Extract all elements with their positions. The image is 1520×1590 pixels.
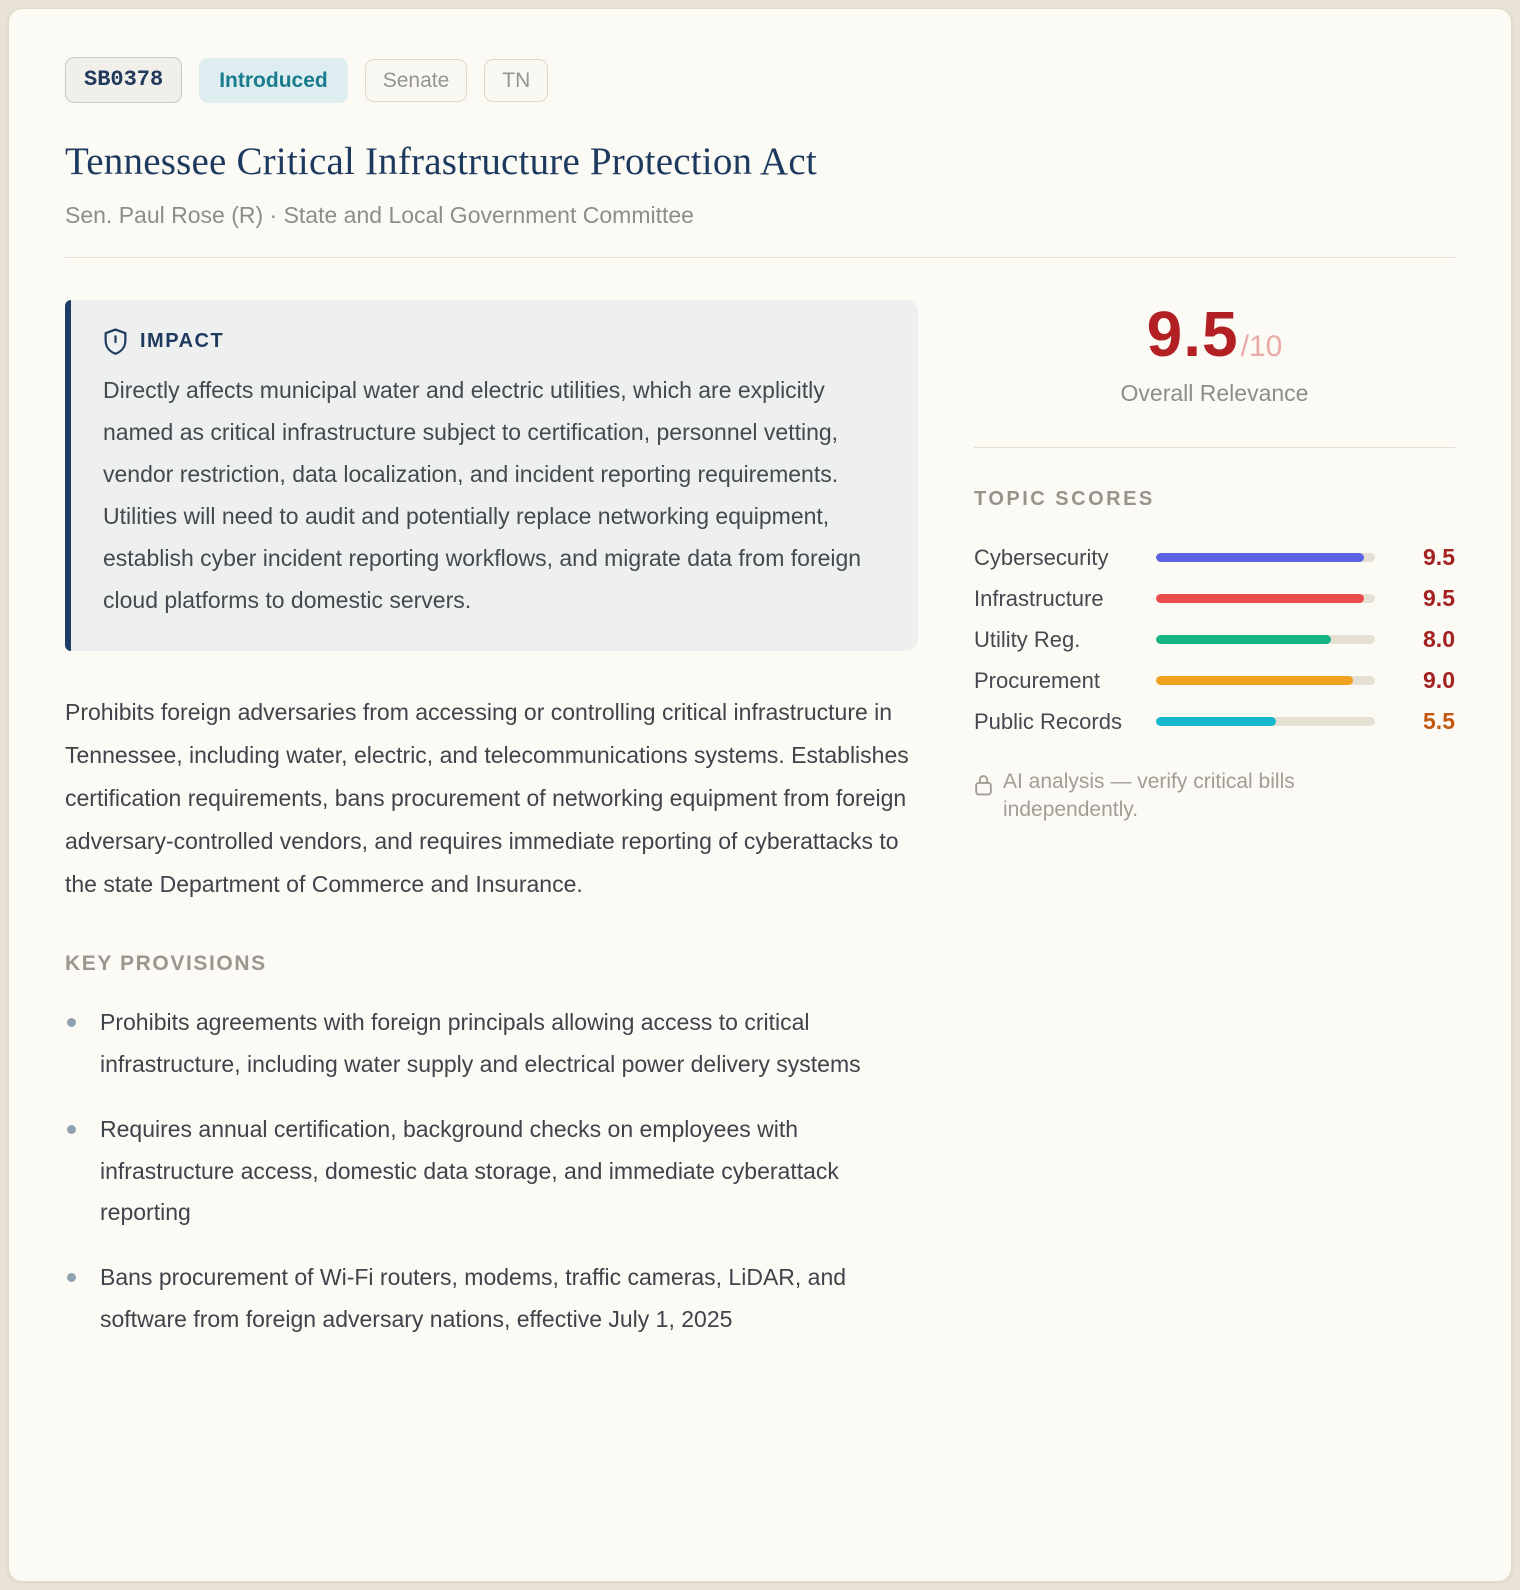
topic-score-value: 9.0 — [1423, 667, 1455, 693]
status-badge[interactable]: Introduced — [199, 58, 348, 103]
provision-text: Prohibits agreements with foreign principals allowing access to critical infrastructure, including water supply and electrical power delivery systems — [100, 1009, 861, 1077]
score-bar — [1156, 717, 1375, 726]
bill-summary: Prohibits foreign adversaries from accessing or controlling critical infrastructure in Tennessee, including water, electric, and telecommunications systems. Establishes certification requirements, bans procurement of networking equipment from foreign adversary-controlled vendors, and requires immediate reporting of cyberattacks to the state Department of Commerce and Insurance. — [65, 699, 909, 898]
lock-icon — [974, 774, 993, 796]
bill-byline: Sen. Paul Rose (R) · State and Local Government Committee — [65, 202, 694, 228]
score-bar — [1156, 676, 1375, 685]
score-bar-fill — [1156, 553, 1364, 562]
impact-callout — [65, 300, 918, 651]
bill-details-column — [65, 300, 918, 1340]
topic-scores-list — [974, 537, 1455, 742]
topic-scores-heading: TOPIC SCORES — [974, 488, 1155, 510]
topic-label: Infrastructure — [974, 585, 1104, 611]
bill-number-badge[interactable]: SB0378 — [65, 57, 182, 103]
impact-heading: IMPACT — [140, 330, 225, 352]
relevance-label: Overall Relevance — [1120, 380, 1309, 406]
relevance-score: 9.5 — [1146, 298, 1239, 370]
score-bar-fill — [1156, 676, 1353, 685]
list-item — [65, 1002, 918, 1085]
key-provisions-list — [65, 1002, 918, 1340]
topic-label: Cybersecurity — [974, 544, 1109, 570]
content-columns — [65, 300, 1455, 1340]
shield-icon — [103, 328, 128, 355]
provision-text: Requires annual certification, background checks on employees with infrastructure access, domestic data storage, and immediate cyberattack reporting — [100, 1116, 839, 1226]
bullet-icon — [67, 1125, 76, 1134]
score-bar — [1156, 594, 1375, 603]
topic-label: Utility Reg. — [974, 626, 1081, 652]
score-bar-fill — [1156, 717, 1276, 726]
topic-label: Procurement — [974, 667, 1100, 693]
relevance-denominator: /10 — [1240, 330, 1283, 363]
impact-header — [103, 328, 884, 355]
chamber-badge[interactable]: Senate — [365, 59, 468, 102]
topic-score-value: 8.0 — [1423, 626, 1455, 652]
ai-disclaimer-text: AI analysis — verify critical bills independently. — [1003, 770, 1295, 822]
relevance-column — [974, 300, 1455, 1340]
relevance-score-line — [974, 298, 1455, 370]
list-item — [65, 1257, 918, 1340]
provision-text: Bans procurement of Wi-Fi routers, modems, traffic cameras, LiDAR, and software from foreign adversary nations, effective July 1, 2025 — [100, 1264, 847, 1332]
topic-score-value: 9.5 — [1423, 585, 1455, 611]
key-provisions-heading: KEY PROVISIONS — [65, 952, 267, 976]
impact-body: Directly affects municipal water and electric utilities, which are explicitly named as critical infrastructure subject to certification, personnel vetting, vendor restriction, data localization, and incident reporting requirements. Utilities will need to audit and potentially replace networking equipment, establish cyber incident reporting workflows, and migrate data from foreign cloud platforms to domestic servers. — [103, 377, 862, 614]
overall-relevance — [974, 300, 1455, 407]
bullet-icon — [67, 1018, 76, 1027]
bullet-icon — [67, 1273, 76, 1282]
topic-score-row — [974, 660, 1455, 701]
topic-score-row — [974, 537, 1455, 578]
badge-row — [65, 57, 1455, 103]
topic-score-row — [974, 701, 1455, 742]
score-bar — [1156, 553, 1375, 562]
score-bar — [1156, 635, 1375, 644]
list-item — [65, 1109, 918, 1233]
topic-score-row — [974, 578, 1455, 619]
bill-card — [8, 8, 1512, 1582]
topic-score-value: 5.5 — [1423, 708, 1455, 734]
topic-label: Public Records — [974, 708, 1122, 734]
topic-score-value: 9.5 — [1423, 544, 1455, 570]
state-badge[interactable]: TN — [484, 59, 548, 102]
ai-disclaimer — [974, 768, 1374, 825]
score-bar-fill — [1156, 635, 1331, 644]
page-title: Tennessee Critical Infrastructure Protection Act — [65, 140, 817, 183]
score-bar-fill — [1156, 594, 1364, 603]
header-divider — [65, 257, 1455, 258]
score-divider — [974, 447, 1455, 448]
topic-score-row — [974, 619, 1455, 660]
